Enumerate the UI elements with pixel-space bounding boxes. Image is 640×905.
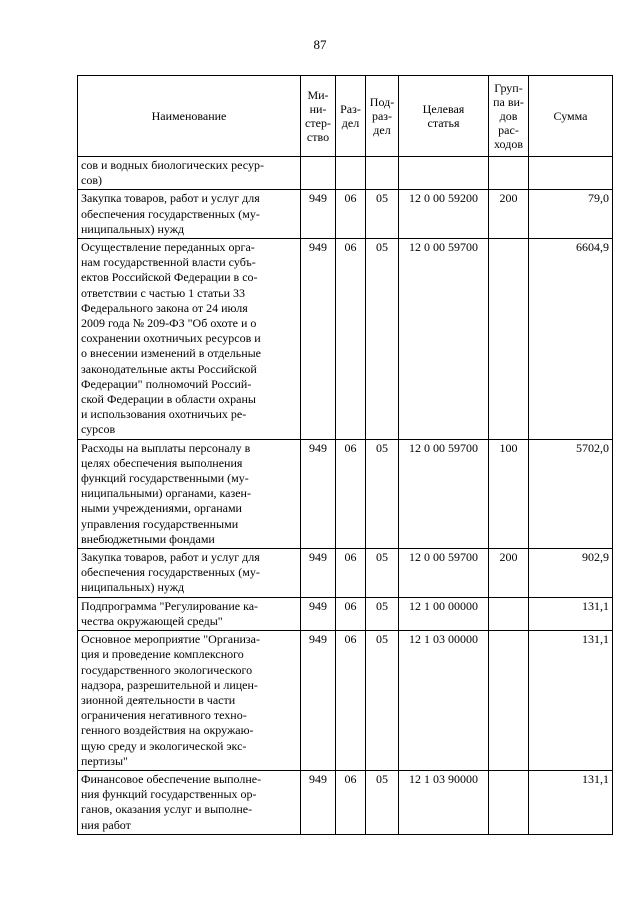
cell-name: Закупка товаров, работ и услуг для обеспечения государственных (му- ниципальных) нужд: [78, 549, 301, 598]
cell-group: [489, 631, 529, 771]
cell-group: [489, 239, 529, 440]
cell-sum: 131,1: [529, 597, 613, 630]
cell-name: Финансовое обеспечение выполне- ния функций государственных ор- ганов, оказания услуг и выполне- ния работ: [78, 770, 301, 834]
cell-sum: 131,1: [529, 631, 613, 771]
header-target: Целевая статья: [399, 76, 489, 157]
cell-section: 06: [336, 770, 366, 834]
cell-name: Подпрограмма "Регулирование ка- чества окружающей среды": [78, 597, 301, 630]
cell-subsection: [366, 157, 399, 190]
header-name: Наименование: [78, 76, 301, 157]
cell-section: 06: [336, 597, 366, 630]
header-sum: Сумма: [529, 76, 613, 157]
table-row: [78, 239, 613, 440]
cell-group: [489, 157, 529, 190]
cell-section: [336, 157, 366, 190]
header-section: Раз- дел: [336, 76, 366, 157]
cell-ministry: 949: [301, 439, 336, 548]
cell-name: Основное мероприятие "Организа- ция и проведение комплексного государственного экологического надзора, разрешительной и лицен- зионной деятельности в части ограничения негативного техно- генного воздействия на окружаю- щую среду и экологической экс- пертизы": [78, 631, 301, 771]
cell-name: Расходы на выплаты персоналу в целях обеспечения выполнения функций государственными (му- ниципальными) органами, казен- ными учреждениями, органами управления государственными внебюджетными фондами: [78, 439, 301, 548]
cell-ministry: 949: [301, 631, 336, 771]
cell-ministry: 949: [301, 239, 336, 440]
cell-sum: 6604,9: [529, 239, 613, 440]
cell-subsection: 05: [366, 549, 399, 598]
page-number: 87: [313, 37, 327, 52]
cell-sum: 902,9: [529, 549, 613, 598]
table-row: [78, 157, 613, 190]
cell-ministry: 949: [301, 770, 336, 834]
cell-ministry: [301, 157, 336, 190]
table-row: [78, 439, 613, 548]
cell-section: 06: [336, 631, 366, 771]
cell-name: Осуществление переданных орга- нам государственной власти субъ- ектов Российской Федерации в со- ответствии с частью 1 статьи 33 Федерального закона от 24 июля 2009 года № 209-ФЗ "Об охоте и о сохранении охотничьих ресурсов и о внесении изменений в отдельные законодательные акты Российской Федерации" полномочий Россий- ской Федерации в области охраны и использования охотничьих ре- сурсов: [78, 239, 301, 440]
cell-sum: 5702,0: [529, 439, 613, 548]
cell-group: [489, 597, 529, 630]
cell-section: 06: [336, 239, 366, 440]
cell-subsection: 05: [366, 439, 399, 548]
table-row: [78, 190, 613, 239]
table-row: [78, 770, 613, 834]
cell-target: 12 1 03 00000: [399, 631, 489, 771]
table-row: [78, 631, 613, 771]
cell-name: сов и водных биологических ресур- сов): [78, 157, 301, 190]
cell-group: 100: [489, 439, 529, 548]
table-row: [78, 597, 613, 630]
budget-table: [77, 75, 613, 835]
cell-name: Закупка товаров, работ и услуг для обеспечения государственных (му- ниципальных) нужд: [78, 190, 301, 239]
header-ministry: Ми- ни- стер- ство: [301, 76, 336, 157]
cell-subsection: 05: [366, 770, 399, 834]
cell-target: 12 0 00 59700: [399, 239, 489, 440]
table-row: [78, 549, 613, 598]
cell-ministry: 949: [301, 190, 336, 239]
cell-sum: 79,0: [529, 190, 613, 239]
cell-subsection: 05: [366, 190, 399, 239]
cell-target: 12 1 03 90000: [399, 770, 489, 834]
cell-target: [399, 157, 489, 190]
cell-group: 200: [489, 549, 529, 598]
cell-section: 06: [336, 190, 366, 239]
table-header-row: [78, 76, 613, 157]
cell-ministry: 949: [301, 597, 336, 630]
cell-target: 12 0 00 59200: [399, 190, 489, 239]
cell-target: 12 0 00 59700: [399, 549, 489, 598]
cell-subsection: 05: [366, 239, 399, 440]
cell-target: 12 1 00 00000: [399, 597, 489, 630]
cell-section: 06: [336, 439, 366, 548]
cell-section: 06: [336, 549, 366, 598]
header-subsection: Под- раз- дел: [366, 76, 399, 157]
header-group: Груп- па ви- дов рас- ходов: [489, 76, 529, 157]
cell-target: 12 0 00 59700: [399, 439, 489, 548]
cell-group: [489, 770, 529, 834]
cell-ministry: 949: [301, 549, 336, 598]
cell-subsection: 05: [366, 597, 399, 630]
cell-sum: 131,1: [529, 770, 613, 834]
cell-group: 200: [489, 190, 529, 239]
cell-sum: [529, 157, 613, 190]
cell-subsection: 05: [366, 631, 399, 771]
